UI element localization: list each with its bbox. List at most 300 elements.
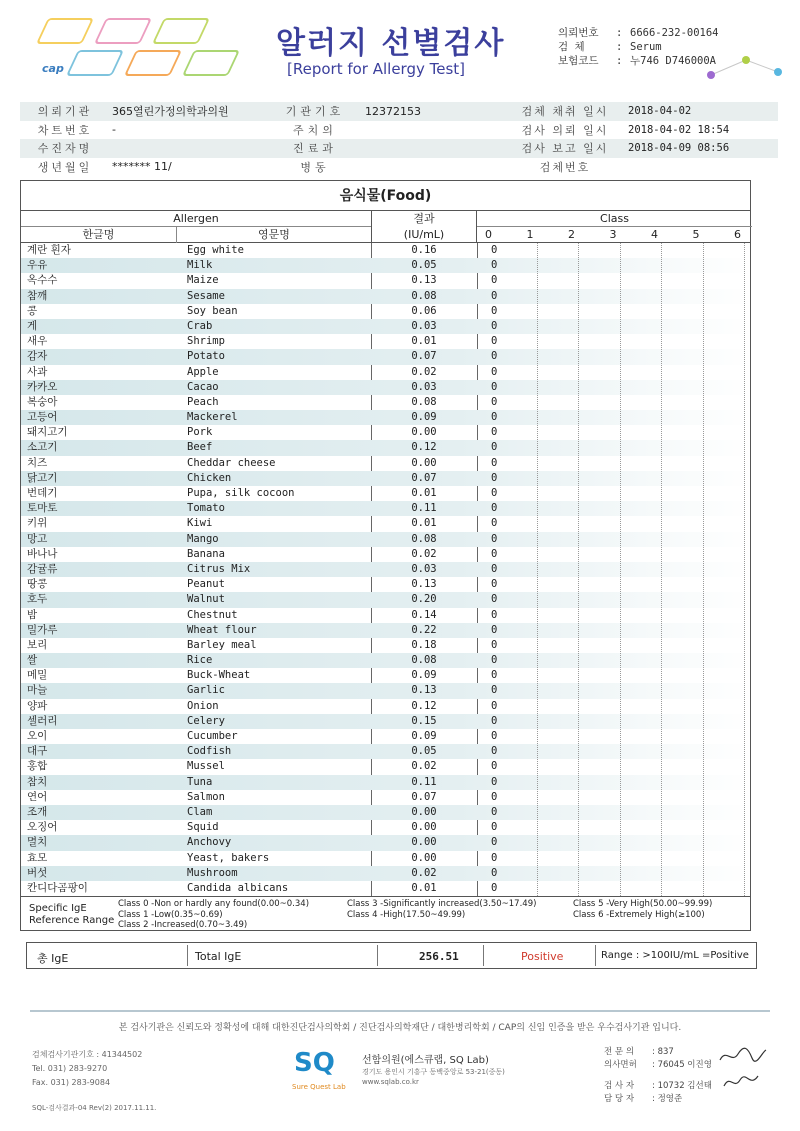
class-gridline bbox=[703, 243, 704, 896]
hex-shape bbox=[152, 18, 210, 44]
lab-website: www.sqlab.co.kr bbox=[362, 1078, 419, 1086]
divider bbox=[595, 945, 596, 966]
allergen-class: 0 bbox=[491, 365, 498, 378]
allergen-result: 0.16 bbox=[411, 244, 437, 256]
allergen-class: 0 bbox=[491, 608, 498, 621]
allergen-row bbox=[21, 744, 750, 759]
divider bbox=[483, 945, 484, 966]
info-label: 진료과 bbox=[293, 142, 337, 156]
allergen-english-name: Beef bbox=[187, 441, 213, 454]
allergen-korean-name: 밀가루 bbox=[27, 623, 58, 636]
legend-class-5: Class 5 -Very High(50.00~99.99) bbox=[573, 899, 713, 910]
allergen-row bbox=[21, 592, 750, 607]
allergen-korean-name: 마늘 bbox=[27, 684, 48, 697]
allergen-class: 0 bbox=[491, 623, 498, 636]
allergen-korean-name: 카카오 bbox=[27, 380, 58, 393]
allergen-class: 0 bbox=[491, 881, 498, 894]
cap-logo bbox=[14, 10, 244, 92]
allergen-class: 0 bbox=[491, 699, 498, 712]
allergen-english-name: Egg white bbox=[187, 244, 244, 256]
allergen-result: 0.03 bbox=[411, 380, 437, 393]
allergen-english-name: Onion bbox=[187, 699, 219, 712]
allergen-english-name: Cucumber bbox=[187, 730, 238, 742]
class-number-5: 5 bbox=[692, 228, 700, 241]
signatory-label: 전 문 의 bbox=[604, 1047, 635, 1057]
allergen-class: 0 bbox=[491, 259, 498, 272]
allergen-result: 0.09 bbox=[411, 669, 437, 682]
allergen-korean-name: 번데기 bbox=[27, 487, 58, 499]
allergen-result: 0.00 bbox=[411, 851, 437, 864]
footer-divider bbox=[30, 1010, 770, 1012]
allergen-english-name: Barley meal bbox=[187, 638, 257, 651]
allergen-row bbox=[21, 881, 750, 896]
allergen-result: 0.12 bbox=[411, 699, 437, 712]
allergen-korean-name: 대구 bbox=[27, 745, 48, 758]
allergen-class: 0 bbox=[491, 244, 498, 256]
lab-tel: Tel. 031) 283-9270 bbox=[32, 1064, 108, 1073]
allergen-row bbox=[21, 304, 750, 319]
allergen-english-name: Codfish bbox=[187, 745, 232, 758]
allergen-row bbox=[21, 775, 750, 790]
allergen-row bbox=[21, 273, 750, 288]
allergen-english-name: Sesame bbox=[187, 289, 225, 302]
allergen-class: 0 bbox=[491, 851, 498, 864]
hex-shape bbox=[94, 18, 152, 44]
allergen-korean-name: 감자 bbox=[27, 350, 48, 363]
allergen-korean-name: 밤 bbox=[27, 608, 38, 621]
allergen-row bbox=[21, 289, 750, 304]
hex-shape bbox=[66, 50, 124, 76]
allergen-row bbox=[21, 608, 750, 623]
allergen-english-name: Mackerel bbox=[187, 411, 238, 424]
allergen-row bbox=[21, 638, 750, 653]
legend-label-line: Specific IgE bbox=[29, 903, 87, 915]
lab-contact bbox=[32, 1048, 142, 1090]
class-number-header bbox=[477, 227, 752, 243]
lab-address: 경기도 용인시 기흥구 동백중앙로 53-21(중동) bbox=[362, 1068, 505, 1076]
allergen-class: 0 bbox=[491, 380, 498, 393]
class-number-3: 3 bbox=[609, 228, 617, 241]
info-label: 검사 보고 일시 bbox=[521, 142, 609, 156]
allergen-row bbox=[21, 866, 750, 881]
allergen-class: 0 bbox=[491, 638, 498, 651]
allergen-result: 0.09 bbox=[411, 411, 437, 424]
allergen-english-name: Tuna bbox=[187, 775, 213, 788]
total-ige-range: Range : >100IU/mL =Positive bbox=[601, 950, 749, 961]
result-header-label: 결과 bbox=[413, 212, 435, 225]
allergen-korean-name: 계란 흰자 bbox=[27, 244, 71, 256]
allergen-english-name: Garlic bbox=[187, 684, 225, 697]
signature-mark bbox=[722, 1072, 762, 1092]
allergen-english-name: Cacao bbox=[187, 380, 219, 393]
allergen-class: 0 bbox=[491, 593, 498, 606]
allergen-class: 0 bbox=[491, 502, 498, 515]
allergen-class: 0 bbox=[491, 319, 498, 332]
signatory-value: : 837 bbox=[652, 1047, 674, 1057]
allergen-english-name: Anchovy bbox=[187, 836, 232, 849]
allergen-row bbox=[21, 683, 750, 698]
info-label: 검체번호 bbox=[539, 160, 591, 174]
total-ige-status: Positive bbox=[521, 950, 564, 963]
signatory-label: 의사면허 bbox=[604, 1060, 637, 1070]
allergen-result: 0.02 bbox=[411, 760, 437, 773]
total-ige-en: Total IgE bbox=[195, 950, 242, 963]
allergen-class: 0 bbox=[491, 714, 498, 727]
info-row bbox=[20, 121, 778, 140]
allergen-result: 0.09 bbox=[411, 730, 437, 742]
allergen-korean-name: 효모 bbox=[27, 851, 48, 864]
allergen-korean-name: 땅콩 bbox=[27, 578, 48, 591]
allergen-korean-name: 연어 bbox=[27, 790, 48, 803]
report-subtitle: [Report for Allergy Test] bbox=[287, 60, 466, 78]
decoration-graphic bbox=[706, 40, 786, 90]
allergen-class: 0 bbox=[491, 456, 498, 469]
allergen-class: 0 bbox=[491, 532, 498, 545]
allergen-korean-name: 멸치 bbox=[27, 836, 48, 849]
allergen-result: 0.13 bbox=[411, 578, 437, 591]
signatory-label: 담 당 자 bbox=[604, 1094, 635, 1104]
signatory-value: : 정영준 bbox=[652, 1094, 683, 1104]
allergen-row bbox=[21, 258, 750, 273]
meta-value: Serum bbox=[630, 41, 662, 53]
info-row bbox=[20, 139, 778, 158]
legend-column bbox=[347, 899, 536, 920]
allergen-class: 0 bbox=[491, 426, 498, 439]
allergen-english-name: Mango bbox=[187, 532, 219, 545]
allergen-class: 0 bbox=[491, 790, 498, 803]
allergen-row bbox=[21, 668, 750, 683]
lab-name: 선함의원(에스큐랩, SQ Lab) bbox=[362, 1055, 489, 1066]
allergen-class: 0 bbox=[491, 669, 498, 682]
allergen-row bbox=[21, 562, 750, 577]
info-label: 검체 채취 일시 bbox=[521, 105, 609, 119]
allergen-result: 0.13 bbox=[411, 274, 437, 287]
food-rows bbox=[21, 243, 750, 896]
allergen-korean-name: 칸디다곰팡이 bbox=[27, 881, 88, 894]
allergen-result: 0.00 bbox=[411, 836, 437, 849]
allergen-result: 0.02 bbox=[411, 866, 437, 879]
allergen-korean-name: 돼지고기 bbox=[27, 426, 68, 439]
info-value: 2018-04-02 18:54 bbox=[628, 123, 730, 136]
english-name-header: 영문명 bbox=[258, 228, 290, 241]
allergen-result: 0.01 bbox=[411, 487, 437, 499]
allergen-english-name: Salmon bbox=[187, 790, 225, 803]
allergen-row bbox=[21, 486, 750, 501]
allergen-class: 0 bbox=[491, 654, 498, 667]
allergen-korean-name: 바나나 bbox=[27, 547, 58, 560]
legend-class-3: Class 3 -Significantly increased(3.50~17.49) bbox=[347, 899, 537, 910]
info-value: 2018-04-09 08:56 bbox=[628, 142, 730, 155]
info-label: 병동 bbox=[300, 160, 330, 174]
allergen-korean-name: 메밀 bbox=[27, 669, 48, 682]
allergen-english-name: Apple bbox=[187, 365, 219, 378]
allergen-result: 0.01 bbox=[411, 881, 437, 894]
allergen-korean-name: 사과 bbox=[27, 365, 48, 378]
allergen-result: 0.07 bbox=[411, 471, 437, 484]
allergen-english-name: Pork bbox=[187, 426, 213, 439]
class-gridline bbox=[620, 243, 621, 896]
result-header bbox=[371, 211, 477, 243]
allergen-english-name: Chicken bbox=[187, 471, 232, 484]
info-row bbox=[20, 102, 778, 121]
allergen-english-name: Maize bbox=[187, 274, 219, 287]
allergen-korean-name: 양파 bbox=[27, 699, 48, 712]
allergen-class: 0 bbox=[491, 289, 498, 302]
allergen-korean-name: 콩 bbox=[27, 304, 38, 317]
allergen-header: Allergen bbox=[21, 211, 371, 227]
reference-range-legend bbox=[21, 896, 750, 930]
allergen-result: 0.20 bbox=[411, 593, 437, 606]
allergen-class: 0 bbox=[491, 487, 498, 499]
total-ige-row bbox=[26, 942, 757, 969]
allergen-row bbox=[21, 395, 750, 410]
meta-label: 보험코드 bbox=[558, 55, 599, 67]
signature-mark bbox=[718, 1044, 768, 1066]
class-number-1: 1 bbox=[526, 228, 534, 241]
allergen-korean-name: 새우 bbox=[27, 335, 48, 348]
allergen-english-name: Shrimp bbox=[187, 335, 225, 348]
meta-value: 누746 D746000A bbox=[630, 55, 717, 67]
class-header: Class bbox=[477, 211, 752, 227]
allergen-class: 0 bbox=[491, 730, 498, 742]
allergen-class: 0 bbox=[491, 304, 498, 317]
info-label: 검사 의뢰 일시 bbox=[521, 123, 609, 137]
allergen-class: 0 bbox=[491, 335, 498, 348]
allergen-result: 0.11 bbox=[411, 502, 437, 515]
allergen-result: 0.05 bbox=[411, 745, 437, 758]
allergen-english-name: Milk bbox=[187, 259, 213, 272]
hex-shape bbox=[36, 18, 94, 44]
food-allergy-table bbox=[20, 180, 751, 931]
allergen-result: 0.14 bbox=[411, 608, 437, 621]
accreditation-note: 본 검사기관은 신뢰도와 정확성에 대해 대한진단검사의학회 / 진단검사의학재단 / 대한병리학회 / CAP의 신임 인증을 받은 우수검사기관 입니다. bbox=[118, 1023, 682, 1033]
allergen-english-name: Celery bbox=[187, 714, 225, 727]
allergen-result: 0.13 bbox=[411, 684, 437, 697]
allergen-class: 0 bbox=[491, 562, 498, 575]
allergen-row bbox=[21, 714, 750, 729]
lab-fax: Fax. 031) 283-9084 bbox=[32, 1078, 111, 1087]
allergen-row bbox=[21, 820, 750, 835]
allergen-result: 0.00 bbox=[411, 821, 437, 834]
class-number-6: 6 bbox=[734, 228, 741, 241]
allergen-result: 0.08 bbox=[411, 395, 437, 408]
lab-code: 검체검사기관기호 : 41344502 bbox=[32, 1050, 143, 1059]
allergen-class: 0 bbox=[491, 578, 498, 591]
class-number-4: 4 bbox=[651, 228, 658, 241]
allergen-row bbox=[21, 653, 750, 668]
allergen-class: 0 bbox=[491, 745, 498, 758]
allergen-row bbox=[21, 623, 750, 638]
allergen-class: 0 bbox=[491, 866, 498, 879]
allergen-result: 0.07 bbox=[411, 350, 437, 363]
allergen-english-name: Peach bbox=[187, 395, 219, 408]
allergen-korean-name: 호두 bbox=[27, 593, 48, 606]
allergen-korean-name: 복숭아 bbox=[27, 395, 58, 408]
allergen-korean-name: 치즈 bbox=[27, 456, 48, 469]
legend-class-4: Class 4 -High(17.50~49.99) bbox=[347, 909, 466, 920]
allergen-row bbox=[21, 851, 750, 866]
allergen-english-name: Mussel bbox=[187, 760, 225, 773]
allergen-row bbox=[21, 805, 750, 820]
allergen-row bbox=[21, 380, 750, 395]
allergen-korean-name: 토마토 bbox=[27, 502, 58, 515]
allergen-english-name: Candida albicans bbox=[187, 881, 289, 894]
allergen-row bbox=[21, 577, 750, 592]
sq-logo-subtitle: Sure Quest Lab bbox=[292, 1083, 346, 1091]
meta-label: 검 체 bbox=[558, 41, 585, 53]
class-number-2: 2 bbox=[568, 228, 575, 241]
allergen-result: 0.08 bbox=[411, 532, 437, 545]
allergen-korean-name: 참치 bbox=[27, 775, 48, 788]
info-label: 주치의 bbox=[293, 123, 337, 137]
divider bbox=[187, 945, 188, 966]
allergen-english-name: Yeast, bakers bbox=[187, 851, 270, 864]
allergen-korean-name: 조개 bbox=[27, 805, 48, 818]
allergen-result: 0.22 bbox=[411, 623, 437, 636]
request-meta bbox=[558, 26, 719, 68]
allergen-english-name: Pupa, silk cocoon bbox=[187, 487, 295, 499]
allergen-row bbox=[21, 425, 750, 440]
hex-shape bbox=[124, 50, 182, 76]
allergen-row bbox=[21, 456, 750, 471]
allergen-result: 0.00 bbox=[411, 456, 437, 469]
allergen-english-name: Tomato bbox=[187, 502, 225, 515]
allergen-result: 0.07 bbox=[411, 790, 437, 803]
allergen-class: 0 bbox=[491, 395, 498, 408]
allergen-english-name: Wheat flour bbox=[187, 623, 257, 636]
class-gridline bbox=[537, 243, 538, 896]
legend-column bbox=[118, 899, 309, 931]
allergen-row bbox=[21, 790, 750, 805]
allergen-class: 0 bbox=[491, 775, 498, 788]
allergen-class: 0 bbox=[491, 547, 498, 560]
legend-label bbox=[29, 903, 114, 927]
allergen-row bbox=[21, 759, 750, 774]
legend-column bbox=[573, 899, 712, 920]
allergen-english-name: Chestnut bbox=[187, 608, 238, 621]
signatory-value: : 76045 이진영 bbox=[652, 1060, 712, 1070]
info-label: 기관기호 bbox=[285, 105, 345, 119]
allergen-korean-name: 쌀 bbox=[27, 654, 38, 667]
legend-class-0: Class 0 -Non or hardly any found(0.00~0.34) bbox=[118, 899, 310, 910]
allergen-row bbox=[21, 365, 750, 380]
allergen-korean-name: 닭고기 bbox=[27, 471, 58, 484]
info-label: 차트번호 bbox=[37, 123, 93, 137]
report-title: 알러지 선별검사 bbox=[276, 26, 506, 61]
allergen-row bbox=[21, 243, 750, 258]
meta-label: 의뢰번호 bbox=[558, 27, 599, 39]
allergen-english-name: Kiwi bbox=[187, 517, 213, 530]
section-title: 음식물(Food) bbox=[21, 181, 750, 211]
allergen-korean-name: 키위 bbox=[27, 517, 48, 530]
legend-label-line: Reference Range bbox=[29, 915, 115, 927]
allergen-class: 0 bbox=[491, 471, 498, 484]
allergen-row bbox=[21, 501, 750, 516]
unit-header-label: (IU/mL) bbox=[403, 228, 445, 241]
allergen-class: 0 bbox=[491, 760, 498, 773]
allergen-korean-name: 버섯 bbox=[27, 866, 48, 879]
allergen-english-name: Cheddar cheese bbox=[187, 456, 276, 469]
allergen-row bbox=[21, 319, 750, 334]
korean-name-header: 한글명 bbox=[21, 227, 177, 243]
info-value: 2018-04-02 bbox=[628, 105, 692, 118]
allergen-result: 0.02 bbox=[411, 365, 437, 378]
signatory-label: 검 사 자 bbox=[604, 1081, 635, 1091]
info-value: ******* 11/ bbox=[112, 160, 172, 174]
allergen-result: 0.12 bbox=[411, 441, 437, 454]
allergen-korean-name: 오징어 bbox=[27, 821, 58, 834]
allergen-result: 0.03 bbox=[411, 562, 437, 575]
allergen-korean-name: 셀러리 bbox=[27, 714, 58, 727]
allergen-result: 0.02 bbox=[411, 547, 437, 560]
allergen-english-name: Squid bbox=[187, 821, 219, 834]
allergen-row bbox=[21, 440, 750, 455]
signatory-value: : 10732 김선태 bbox=[652, 1081, 712, 1091]
total-ige-value: 256.51 bbox=[419, 950, 459, 963]
allergen-class: 0 bbox=[491, 836, 498, 849]
allergen-row bbox=[21, 410, 750, 425]
allergen-result: 0.05 bbox=[411, 259, 437, 272]
allergen-row bbox=[21, 516, 750, 531]
table-header bbox=[21, 211, 750, 243]
hex-shape bbox=[182, 50, 240, 76]
info-value: 12372153 bbox=[365, 104, 421, 118]
allergen-english-name: Peanut bbox=[187, 578, 225, 591]
allergen-row bbox=[21, 532, 750, 547]
allergen-row bbox=[21, 349, 750, 364]
patient-info-table bbox=[20, 102, 778, 176]
allergen-result: 0.01 bbox=[411, 335, 437, 348]
allergen-result: 0.11 bbox=[411, 775, 437, 788]
allergen-class: 0 bbox=[491, 411, 498, 424]
allergen-row bbox=[21, 547, 750, 562]
total-ige-ko: 총 IgE bbox=[37, 952, 69, 965]
allergen-english-name: Buck-Wheat bbox=[187, 669, 251, 682]
allergen-row bbox=[21, 699, 750, 714]
allergen-english-name: Citrus Mix bbox=[187, 562, 251, 575]
allergen-korean-name: 우유 bbox=[27, 259, 48, 272]
allergen-english-name: Banana bbox=[187, 547, 225, 560]
allergen-class: 0 bbox=[491, 517, 498, 530]
info-label: 생년월일 bbox=[37, 160, 93, 174]
allergen-row bbox=[21, 729, 750, 744]
allergen-english-name: Mushroom bbox=[187, 866, 238, 879]
allergen-korean-name: 참깨 bbox=[27, 289, 48, 302]
info-row bbox=[20, 158, 778, 177]
cap-badge: cap bbox=[42, 62, 64, 75]
lab-identity bbox=[362, 1054, 505, 1087]
legend-class-1: Class 1 -Low(0.35~0.69) bbox=[118, 909, 223, 920]
allergen-result: 0.00 bbox=[411, 805, 437, 818]
allergen-korean-name: 망고 bbox=[27, 532, 48, 545]
allergen-class: 0 bbox=[491, 684, 498, 697]
meta-sep: : bbox=[616, 55, 623, 67]
allergen-korean-name: 오이 bbox=[27, 730, 48, 742]
meta-sep: : bbox=[616, 41, 623, 53]
allergen-class: 0 bbox=[491, 274, 498, 287]
meta-sep: : bbox=[616, 27, 623, 39]
allergen-english-name: Soy bean bbox=[187, 304, 238, 317]
allergen-result: 0.18 bbox=[411, 638, 437, 651]
info-value: - bbox=[112, 123, 116, 137]
meta-value: 6666-232-00164 bbox=[630, 27, 719, 39]
allergen-english-name: Crab bbox=[187, 319, 213, 332]
allergen-row bbox=[21, 835, 750, 850]
allergen-korean-name: 소고기 bbox=[27, 441, 58, 454]
allergen-korean-name: 게 bbox=[27, 319, 38, 332]
info-label: 의뢰기관 bbox=[37, 105, 93, 119]
signatories bbox=[604, 1046, 712, 1106]
